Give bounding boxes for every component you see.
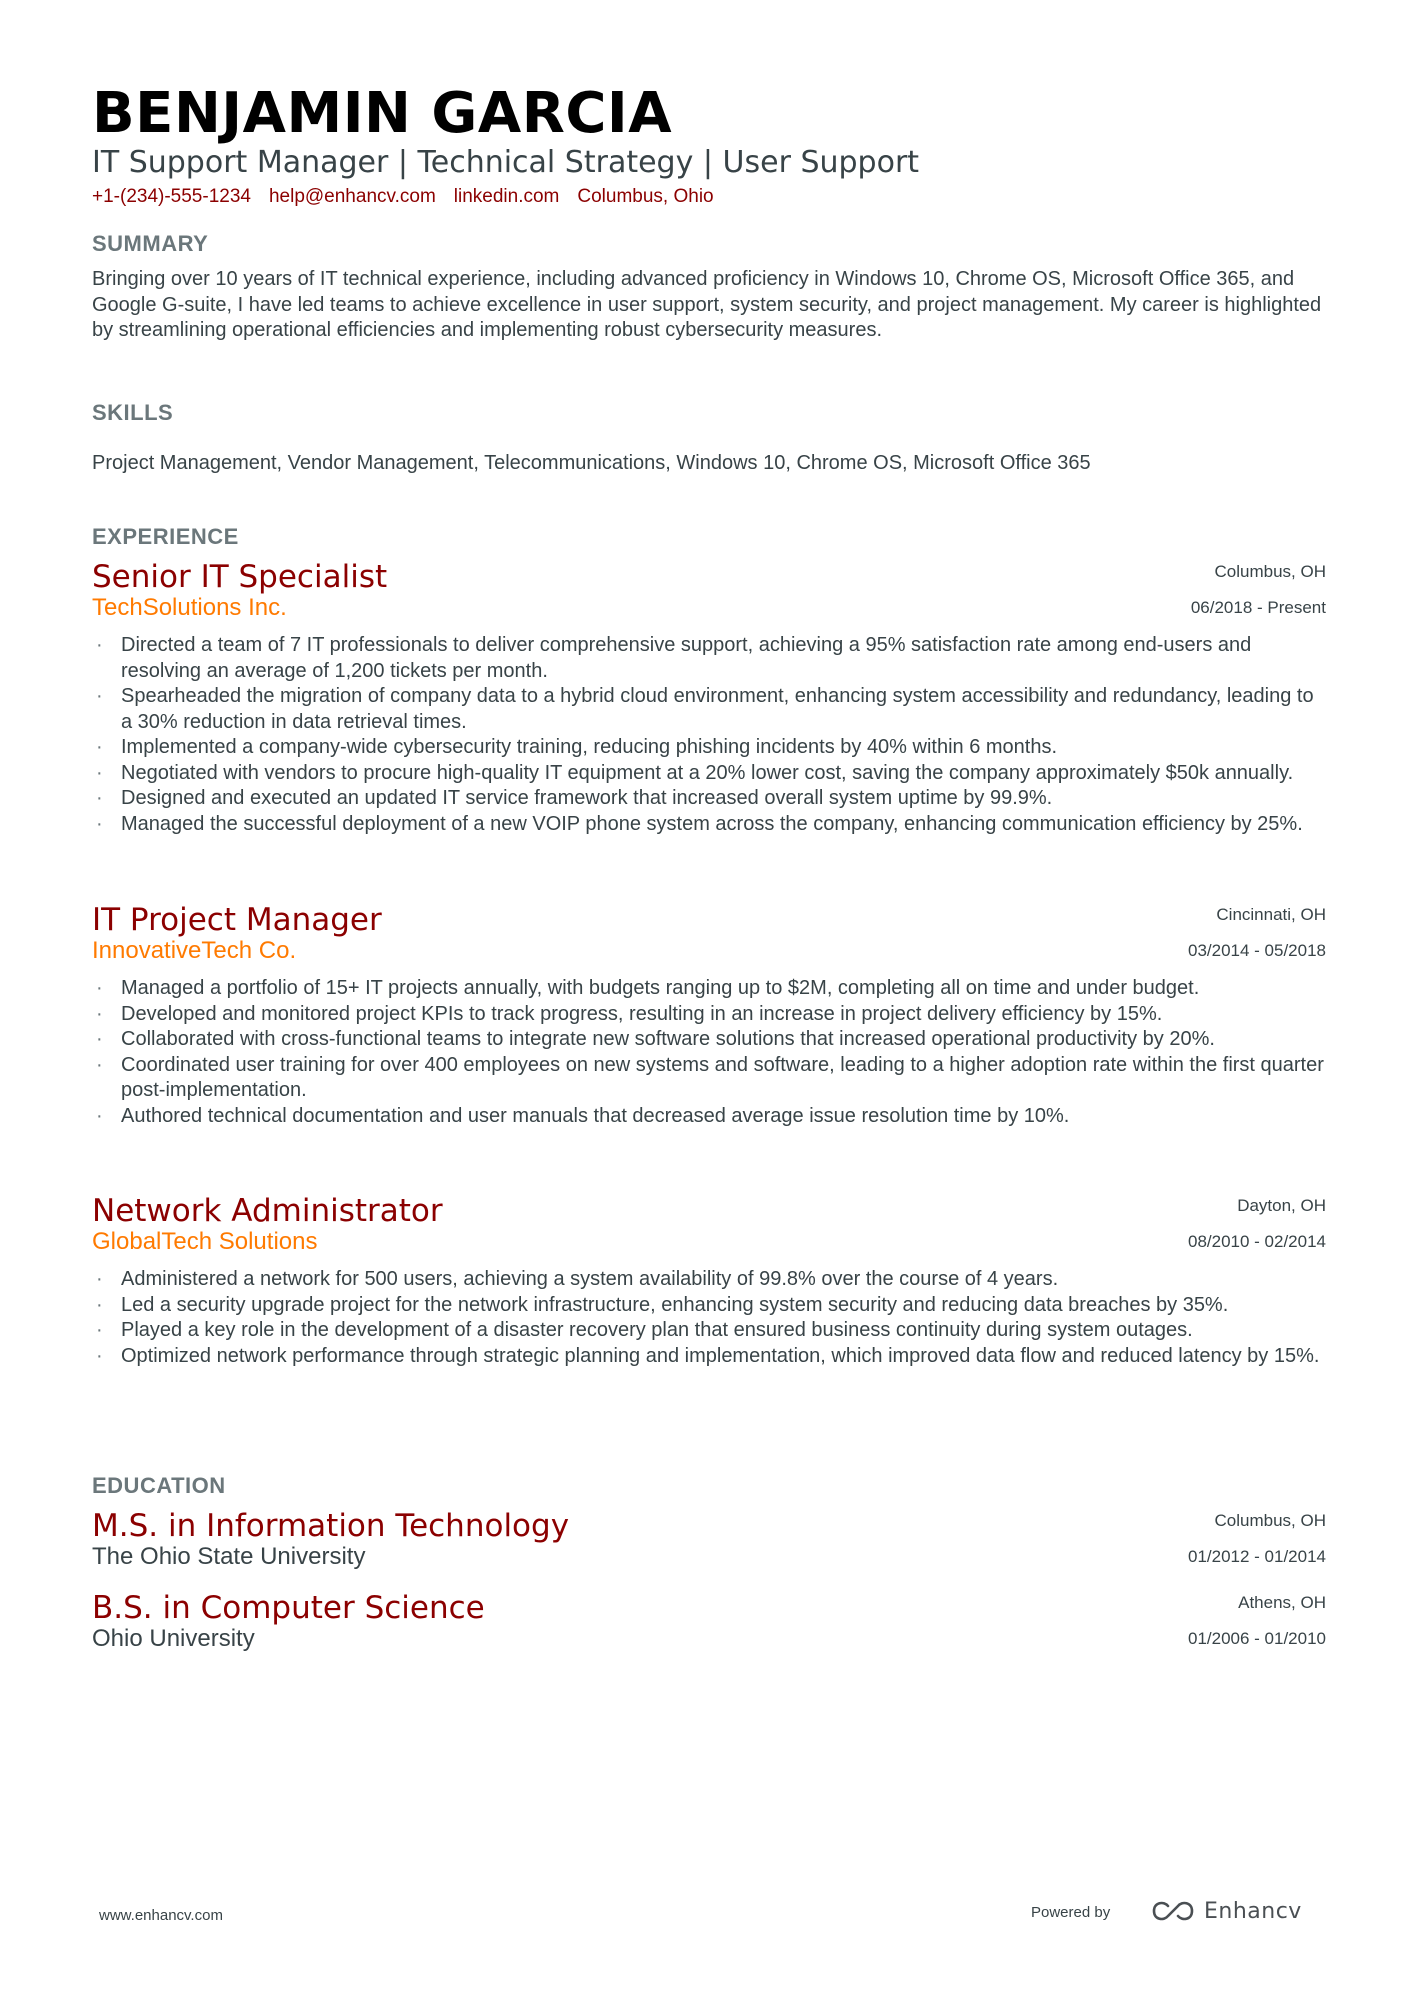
skills-heading: SKILLS (92, 400, 174, 425)
job-location: Cincinnati, OH (1216, 905, 1326, 924)
job-bullets (92, 976, 1326, 1129)
bullet-item: · Negotiated with vendors to procure high-quality IT equipment at a 20% lower cost, saving the company approximately $50k annually. (92, 761, 1326, 787)
bullet-item: · Played a key role in the development of a disaster recovery plan that ensured business continuity during system outages. (92, 1318, 1326, 1344)
job-title: IT Project Manager (92, 902, 382, 938)
experience-heading: EXPERIENCE (92, 524, 239, 549)
job-location: Dayton, OH (1237, 1196, 1326, 1215)
education-dates: 01/2012 - 01/2014 (1187, 1547, 1326, 1566)
job-bullets (92, 633, 1326, 837)
brand-name: Enhancv (1204, 1898, 1302, 1924)
education-dates: 01/2006 - 01/2010 (1187, 1629, 1326, 1648)
job-title: Senior IT Specialist (92, 559, 388, 595)
summary-heading: SUMMARY (92, 231, 209, 256)
job-dates: 03/2014 - 05/2018 (1187, 941, 1326, 960)
job-bullets (92, 1267, 1326, 1369)
bullet-item: · Spearheaded the migration of company data to a hybrid cloud environment, enhancing system accessibility and redundancy, leading to a 30% reduction in data retrieval times. (92, 684, 1326, 735)
headline: IT Support Manager | Technical Strategy | User Support (92, 145, 920, 180)
bullet-item: · Administered a network for 500 users, achieving a system availability of 99.8% over the course of 4 years. (92, 1267, 1326, 1293)
bullet-item: · Authored technical documentation and user manuals that decreased average issue resolution time by 10%. (92, 1104, 1326, 1130)
bullet-item: · Collaborated with cross-functional teams to integrate new software solutions that increased operational productivity by 20%. (92, 1027, 1326, 1053)
degree-title: B.S. in Computer Science (92, 1590, 485, 1626)
school-location: Athens, OH (1238, 1593, 1326, 1612)
degree-title: M.S. in Information Technology (92, 1508, 570, 1544)
enhancv-brand[interactable] (1150, 1896, 1302, 1926)
candidate-name: BENJAMIN GARCIA (92, 81, 673, 146)
bullet-item: · Managed the successful deployment of a new VOIP phone system across the company, enhancing communication efficiency by 25%. (92, 812, 1326, 838)
bullet-item: · Developed and monitored project KPIs to track progress, resulting in an increase in project delivery efficiency by 15%. (92, 1002, 1326, 1028)
contact-linkedin[interactable]: linkedin.com (453, 186, 560, 207)
bullet-item: · Implemented a company-wide cybersecurity training, reducing phishing incidents by 40% within 6 months. (92, 735, 1326, 761)
bullet-item: · Designed and executed an updated IT service framework that increased overall system uptime by 99.9%. (92, 786, 1326, 812)
summary-text: Bringing over 10 years of IT technical experience, including advanced proficiency in Windows 10, Chrome OS, Microsoft Office 365, and Google G-suite, I have led teams to achieve excellence in user support, system security, and project management. My career is highlighted by streamlining operational efficiencies and implementing robust cybersecurity measures. (92, 268, 1322, 341)
contact-location: Columbus, Ohio (577, 186, 714, 207)
school-name: Ohio University (92, 1625, 255, 1652)
job-dates: 08/2010 - 02/2014 (1187, 1232, 1326, 1251)
bullet-item: · Coordinated user training for over 400 employees on new systems and software, leading to a higher adoption rate within the first quarter post-implementation. (92, 1053, 1326, 1104)
contact-email[interactable]: help@enhancv.com (268, 186, 436, 207)
company-name: GlobalTech Solutions (92, 1228, 318, 1255)
enhancv-logo-icon (1150, 1900, 1196, 1922)
education-heading: EDUCATION (92, 1473, 226, 1498)
powered-by-label: Powered by (1031, 1904, 1111, 1921)
contact-phone[interactable]: +1-(234)-555-1234 (92, 186, 251, 207)
job-dates: 06/2018 - Present (1190, 598, 1326, 617)
skills-list: Project Management, Vendor Management, Telecommunications, Windows 10, Chrome OS, Microsoft Office 365 (92, 452, 1091, 474)
footer-url[interactable]: www.enhancv.com (99, 1907, 223, 1924)
bullet-item: · Directed a team of 7 IT professionals to deliver comprehensive support, achieving a 95% satisfaction rate among end-users and resolving an average of 1,200 tickets per month. (92, 633, 1326, 684)
bullet-item: · Optimized network performance through strategic planning and implementation, which improved data flow and reduced latency by 15%. (92, 1344, 1326, 1370)
school-name: The Ohio State University (92, 1543, 366, 1570)
job-location: Columbus, OH (1214, 562, 1326, 581)
company-name: TechSolutions Inc. (92, 594, 287, 621)
school-location: Columbus, OH (1214, 1511, 1326, 1530)
company-name: InnovativeTech Co. (92, 937, 297, 964)
bullet-item: · Managed a portfolio of 15+ IT projects annually, with budgets ranging up to $2M, completing all on time and under budget. (92, 976, 1326, 1002)
bullet-item: · Led a security upgrade project for the network infrastructure, enhancing system security and reducing data breaches by 35%. (92, 1293, 1326, 1319)
job-title: Network Administrator (92, 1193, 443, 1229)
contact-bar (92, 184, 714, 210)
